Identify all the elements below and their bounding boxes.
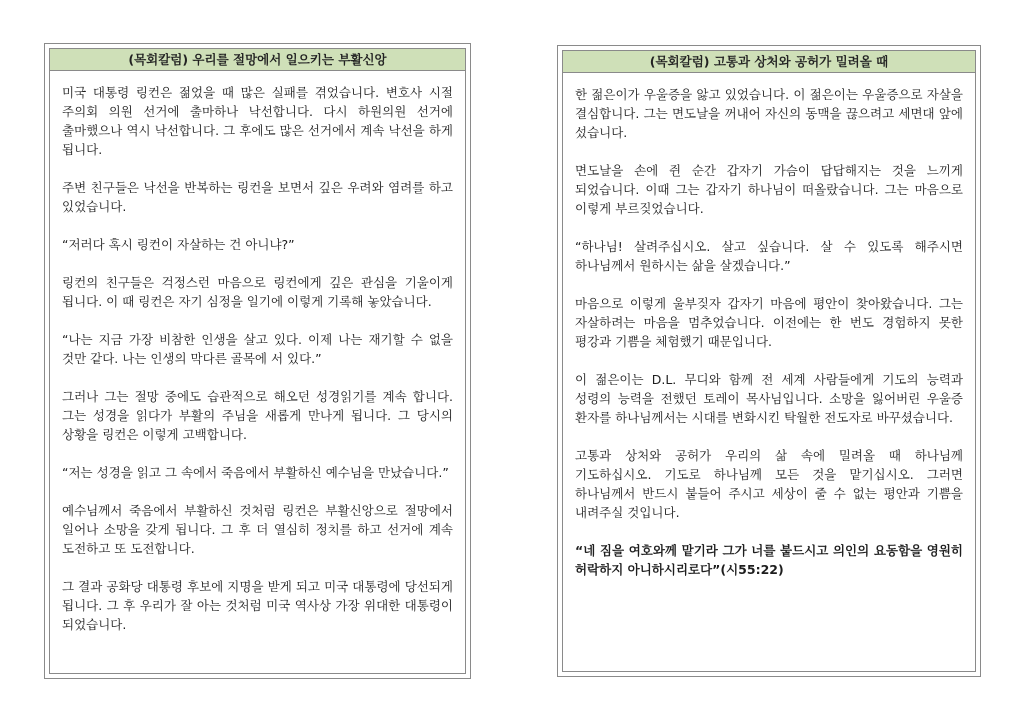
- left-column-title: (목회칼럼) 우리를 절망에서 일으키는 부활신앙: [50, 49, 465, 71]
- right-column-body: [563, 73, 975, 579]
- left-paragraph: 주변 친구들은 낙선을 반복하는 링컨을 보면서 깊은 우려와 염려를 하고 있었습니다.: [62, 180, 453, 214]
- right-paragraph: 이 젊은이는 D.L. 무디와 함께 전 세계 사람들에게 기도의 능력과 성령의 능력을 전했던 토레이 목사님입니다. 소망을 잃어버린 우울증 환자를 하나님께서는 시대를 변화시킨 탁월한 전도자로 바꾸셨습니다.: [575, 372, 963, 425]
- left-column-body: [50, 71, 465, 634]
- left-paragraph: 예수님께서 죽음에서 부활하신 것처럼 링컨은 부활신앙으로 절망에서 일어나 소망을 갖게 됩니다. 그 후 더 열심히 정치를 하고 선거에 계속 도전하고 또 도전합니다.: [62, 503, 453, 556]
- right-scripture-quote: “네 짐을 여호와께 맡기라 그가 너를 붙드시고 의인의 요동함을 영원히 허락하지 아니하시리로다”(시55:22): [575, 543, 963, 577]
- right-column-frame: [562, 50, 976, 672]
- right-paragraph: 면도날을 손에 쥔 순간 갑자기 가슴이 답답해지는 것을 느끼게 되었습니다. 이때 그는 갑자기 하나님이 떠올랐습니다. 그는 마음으로 이렇게 부르짖었습니다.: [575, 163, 963, 216]
- left-column: [44, 43, 471, 679]
- right-paragraph: 고통과 상처와 공허가 우리의 삶 속에 밀려올 때 하나님께 기도하십시오. 기도로 하나님께 모든 것을 맡기십시오. 그러면 하나님께서 반드시 붙들어 주시고 세상이 줄 수 없는 평안과 기쁨을 내려주실 것입니다.: [575, 448, 963, 520]
- right-paragraph: 마음으로 이렇게 울부짖자 갑자기 마음에 평안이 찾아왔습니다. 그는 자살하려는 마음을 멈추었습니다. 이전에는 한 번도 경험하지 못한 평강과 기쁨을 체험했기 때문입니다.: [575, 296, 963, 349]
- left-paragraph: “저러다 혹시 링컨이 자살하는 건 아니냐?”: [62, 237, 295, 252]
- left-paragraph: “나는 지금 가장 비참한 인생을 살고 있다. 이제 나는 재기할 수 없을 것만 같다. 나는 인생의 막다른 골목에 서 있다.”: [62, 332, 453, 366]
- right-paragraph: “하나님! 살려주십시오. 살고 싶습니다. 살 수 있도록 해주시면 하나님께서 원하시는 삶을 살겠습니다.”: [575, 239, 963, 273]
- left-paragraph: “저는 성경을 읽고 그 속에서 죽음에서 부활하신 예수님을 만났습니다.”: [62, 465, 449, 480]
- right-column: [557, 45, 981, 677]
- left-paragraph: 미국 대통령 링컨은 젊었을 때 많은 실패를 겪었습니다. 변호사 시절 주의회 의원 선거에 출마하나 낙선합니다. 다시 하원의원 선거에 출마했으나 역시 낙선합니다. 그 후에도 많은 선거에서 계속 낙선을 하게 됩니다.: [62, 85, 453, 157]
- left-paragraph: 링컨의 친구들은 걱정스런 마음으로 링컨에게 깊은 관심을 기울이게 됩니다. 이 때 링컨은 자기 심정을 일기에 이렇게 기록해 놓았습니다.: [62, 275, 453, 309]
- right-column-title: (목회칼럼) 고통과 상처와 공허가 밀려올 때: [563, 51, 975, 73]
- left-paragraph: 그 결과 공화당 대통령 후보에 지명을 받게 되고 미국 대통령에 당선되게 됩니다. 그 후 우리가 잘 아는 것처럼 미국 역사상 가장 위대한 대통령이 되었습니다.: [62, 579, 453, 632]
- right-paragraph: 한 젊은이가 우울증을 앓고 있었습니다. 이 젊은이는 우울증으로 자살을 결심합니다. 그는 면도날을 꺼내어 자신의 동맥을 끊으려고 세면대 앞에 섰습니다.: [575, 87, 963, 140]
- left-paragraph: 그러나 그는 절망 중에도 습관적으로 해오던 성경읽기를 계속 합니다. 그는 성경을 읽다가 부활의 주님을 새롭게 만나게 됩니다. 그 당시의 상황을 링컨은 이렇게 고백합니다.: [62, 389, 453, 442]
- left-column-frame: [49, 48, 466, 674]
